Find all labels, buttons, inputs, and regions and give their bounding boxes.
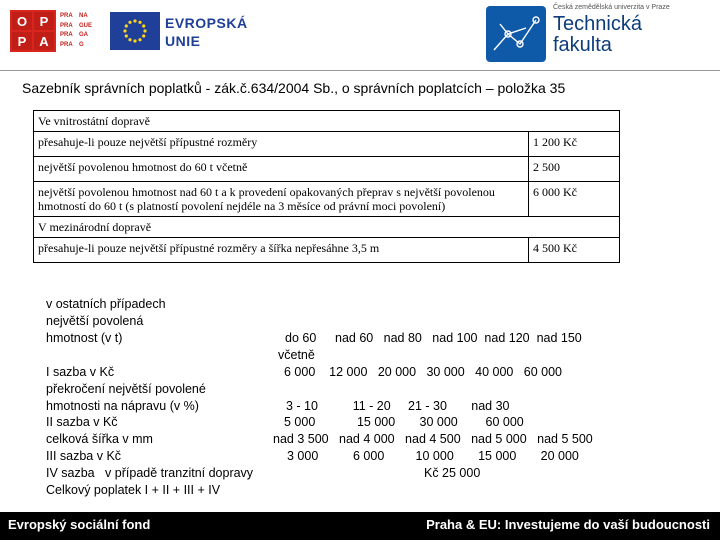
table-section-row (34, 217, 620, 238)
fee-amount: 1 200 Kč (529, 132, 620, 157)
axle-values: 3 - 10 11 - 20 21 - 30 nad 30 (286, 399, 510, 413)
header-divider (0, 70, 720, 71)
cases-label-3: hmotnost (v t) (46, 331, 123, 345)
table-row (34, 157, 620, 182)
praha-logo (60, 12, 98, 50)
faculty-logo-icon (486, 6, 546, 62)
oppa-letter: P (34, 12, 54, 30)
rate1-values: 6 000 12 000 20 000 30 000 40 000 60 000 (284, 365, 563, 379)
fee-table (33, 110, 620, 263)
width-values: nad 3 500 nad 4 000 nad 4 500 nad 5 000 nad 5 500 (273, 432, 593, 446)
section-heading: V mezinárodní dopravě (34, 217, 620, 238)
rate4-value: Kč 25 000 (424, 466, 481, 480)
fee-amount: 6 000 Kč (529, 182, 620, 217)
praha-text: GUE (79, 22, 93, 29)
eu-label-line: UNIE (165, 33, 201, 49)
oppa-logo (10, 10, 56, 52)
weight-col1-note: včetně (278, 348, 315, 362)
rate4-label: IV sazba v případě tranzitní dopravy (46, 466, 254, 480)
fee-description: největší povolenou hmotnost do 60 t včetně (34, 157, 529, 182)
fee-description: přesahuje-li pouze největší přípustné rozměry a šířka nepřesáhne 3,5 m (34, 238, 529, 263)
weight-cols: nad 60 nad 80 nad 100 nad 120 nad 150 (335, 331, 582, 345)
faculty-name (553, 14, 642, 56)
fee-description: největší povolenou hmotnost nad 60 t a k provedení opakovaných přeprav s největší povolenou hmotností do 60 t (s platností povolení nejdéle na 3 měsíce od právní moci povolení) (34, 182, 529, 217)
table-row (34, 238, 620, 263)
praha-text: G (79, 41, 84, 48)
oppa-letter: A (34, 32, 54, 50)
cases-label-2: největší povolená (46, 314, 144, 328)
weight-col1: do 60 (285, 331, 317, 345)
oppa-letter: P (12, 32, 32, 50)
praha-text: GA (79, 32, 88, 38)
table-row (34, 132, 620, 157)
praha-text: PRA (60, 32, 73, 38)
praha-text: PRA (60, 41, 73, 48)
header (0, 0, 720, 72)
eu-flag-icon (110, 12, 160, 50)
page-title: Sazebník správních poplatků - zák.č.634/2004 Sb., o správních poplatcích – položka 35 (22, 80, 566, 96)
university-name: Česká zemědělská univerzita v Praze (553, 4, 670, 11)
praha-text: NA (79, 13, 88, 19)
faculty-name-line: fakulta (553, 34, 612, 56)
section-heading: Ve vnitrostátní dopravě (34, 111, 620, 132)
eu-label (165, 14, 248, 50)
table-section-row (34, 111, 620, 132)
faculty-name-line: Technická (553, 13, 642, 35)
axle-label-1: překročení největší povolené (46, 382, 206, 396)
cases-label-1: v ostatních případech (46, 297, 166, 311)
footer-left: Evropský sociální fond (8, 517, 151, 532)
fee-amount: 2 500 (529, 157, 620, 182)
fee-amount: 4 500 Kč (529, 238, 620, 263)
rate2-values: 5 000 15 000 30 000 60 000 (284, 415, 524, 429)
rate1-label: I sazba v Kč (46, 365, 115, 379)
footer-right: Praha & EU: Investujeme do vaší budoucnosti (426, 517, 710, 532)
axle-label-2: hmotnosti na nápravu (v %) (46, 399, 199, 413)
eu-label-line: EVROPSKÁ (165, 15, 248, 31)
total-label: Celkový poplatek I + II + III + IV (46, 483, 221, 497)
footer-bar (0, 512, 720, 540)
praha-text: PRA (60, 13, 73, 19)
oppa-letter: O (12, 12, 32, 30)
table-row (34, 182, 620, 217)
rate3-label: III sazba v Kč (46, 449, 122, 463)
rate3-values: 3 000 6 000 10 000 15 000 20 000 (287, 449, 579, 463)
rate2-label: II sazba v Kč (46, 415, 118, 429)
width-label: celková šířka v mm (46, 432, 153, 446)
fee-description: přesahuje-li pouze největší přípustné rozměry (34, 132, 529, 157)
praha-text: PRA (60, 22, 73, 29)
